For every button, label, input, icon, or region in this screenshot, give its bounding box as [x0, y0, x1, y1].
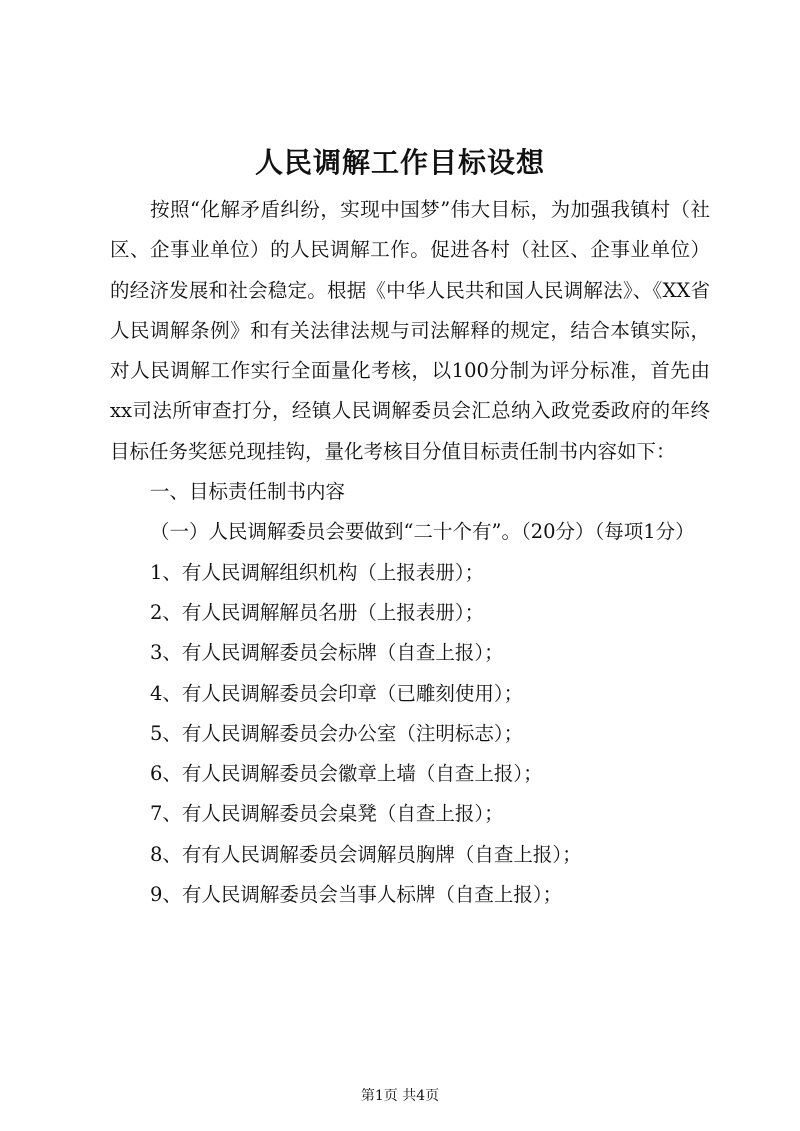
- list-item: 8、有有人民调解委员会调解员胸牌（自查上报）；: [150, 842, 582, 866]
- document-title: 人民调解工作目标设想: [254, 146, 545, 179]
- list-item: 9、有人民调解委员会当事人标牌（自查上报）；: [150, 883, 563, 907]
- list-item: 5、有人民调解委员会办公室（注明标志）；: [150, 721, 524, 745]
- list-item: 3、有人民调解委员会标牌（自查上报）；: [150, 641, 504, 665]
- page-footer: 第1页 共4页: [360, 1088, 440, 1104]
- list-item: 6、有人民调解委员会徽章上墙（自查上报）；: [150, 762, 543, 786]
- list-item: 7、有人民调解委员会桌凳（自查上报）；: [150, 802, 504, 826]
- section-heading: 一、目标责任制书内容: [150, 480, 346, 504]
- list-item: 1、有人民调解组织机构（上报表册）；: [150, 560, 485, 584]
- list-item: 2、有人民调解解员名册（上报表册）；: [150, 600, 485, 624]
- list-item: 4、有人民调解委员会印章（已雕刻使用）；: [150, 681, 524, 705]
- subsection-heading: （一）人民调解委员会要做到“二十个有”。（20分）（每项1分）: [150, 520, 695, 544]
- document-body: [110, 190, 710, 915]
- intro-paragraph: 按照“化解矛盾纠纷，实现中国梦”伟大目标，为加强我镇村（社区、企事业单位）的人民调解工作。促进各村（社区、企事业单位）的经济发展和社会稳定。根据《中华人民共和国人民调解法》、《XX省人民调解条例》和有关法律法规与司法解释的规定，结合本镇实际，对人民调解工作实行全面量化考核，以100分制为评分标准，首先由xx司法所审查打分，经镇人民调解委员会汇总纳入政党委政府的年终目标任务奖惩兑现挂钩，量化考核目分值目标责任制书内容如下：: [110, 198, 710, 463]
